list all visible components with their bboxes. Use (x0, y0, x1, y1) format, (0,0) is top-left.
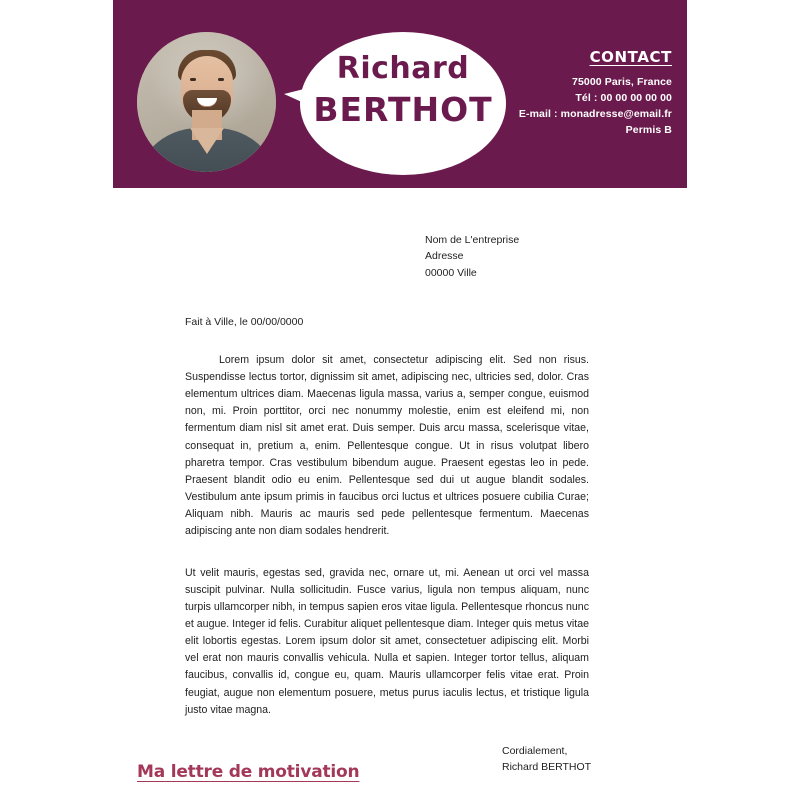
avatar (137, 32, 276, 172)
signature-block (502, 743, 592, 776)
signature-name: Richard BERTHOT (502, 761, 592, 774)
contact-address: 75000 Paris, France (572, 76, 672, 88)
letter-body (185, 232, 592, 775)
avatar-eye-right (218, 78, 224, 81)
contact-licence: Permis B (625, 123, 672, 136)
header-banner (113, 0, 687, 188)
contact-heading: CONTACT (589, 48, 672, 66)
recipient-city: 00000 Ville (425, 266, 477, 279)
place-and-date-line: Fait à Ville, le 00/00/0000 (185, 315, 304, 328)
speech-bubble (300, 32, 506, 175)
letter-paragraph-2: Ut velit mauris, egestas sed, gravida nec, ornare ut, mi. Aenean ut orci vel massa suscipit pulvinar. Nulla sollicitudin. Fusce varius, ligula non tempus aliquam, nunc turpis ullamcorper nibh, in tempus sapien eros vitae ligula. Pellentesque rhoncus nunc et augue. Integer id felis. Curabitur aliquet pellentesque diam. Integer quis metus vitae elit lobortis egestas. Lorem ipsum dolor sit amet, consectetuer adipiscing elit. Morbi vel erat non mauris convallis vehicula. Nulla et sapien. Integer tortor tellus, aliquam faucibus, convallis id, congue eu, quam. Mauris ullamcorper felis vitae erat. Proin feugiat, augue non elementum posuere, metus purus iaculis lectus, et tristique ligula justo vitae magna. (185, 566, 589, 716)
candidate-name (300, 51, 506, 129)
avatar-eye-left (190, 78, 196, 81)
recipient-company: Nom de L'entreprise (425, 234, 520, 246)
letter-paragraph-1: Lorem ipsum dolor sit amet, consectetur adipiscing elit. Sed non risus. Suspendisse lectus tortor, dignissim sit amet, adipiscing nec, ultricies sed, dolor. Cras elementum ultrices diam. Maecenas ligula massa, varius a, semper congue, euismod non, mi. Proin porttitor, orci nec nonummy molestie, enim est eleifend mi, non fermentum diam nisl sit amet erat. Duis semper. Duis arcu massa, scelerisque vitae, consequat in, pretium a, enim. Pellentesque congue. Ut in risus volutpat libero pharetra tempor. Cras vestibulum bibendum augue. Praesent egestas leo in pede. Praesent blandit odio eu enim. Pellentesque sed dui ut augue blandit sodales. Vestibulum ante ipsum primis in faucibus orci luctus et ultrices posuere cubilia Curae; Aliquam nibh. Mauris ac mauris sed pede pellentesque fermentum. Maecenas adipiscing ante non diam sodales hendrerit. (185, 353, 589, 538)
candidate-last-name: BERTHOT (313, 90, 493, 129)
footer-title: Ma lettre de motivation (137, 762, 360, 782)
contact-phone: Tél : 00 00 00 00 00 (575, 91, 672, 104)
recipient-address-block (425, 232, 589, 281)
candidate-first-name: Richard (336, 51, 470, 86)
avatar-vneck-collar (190, 128, 224, 154)
recipient-street: Adresse (425, 250, 464, 263)
contact-email: E-mail : monadresse@email.fr (518, 107, 672, 120)
closing-salutation: Cordialement, (502, 744, 568, 757)
